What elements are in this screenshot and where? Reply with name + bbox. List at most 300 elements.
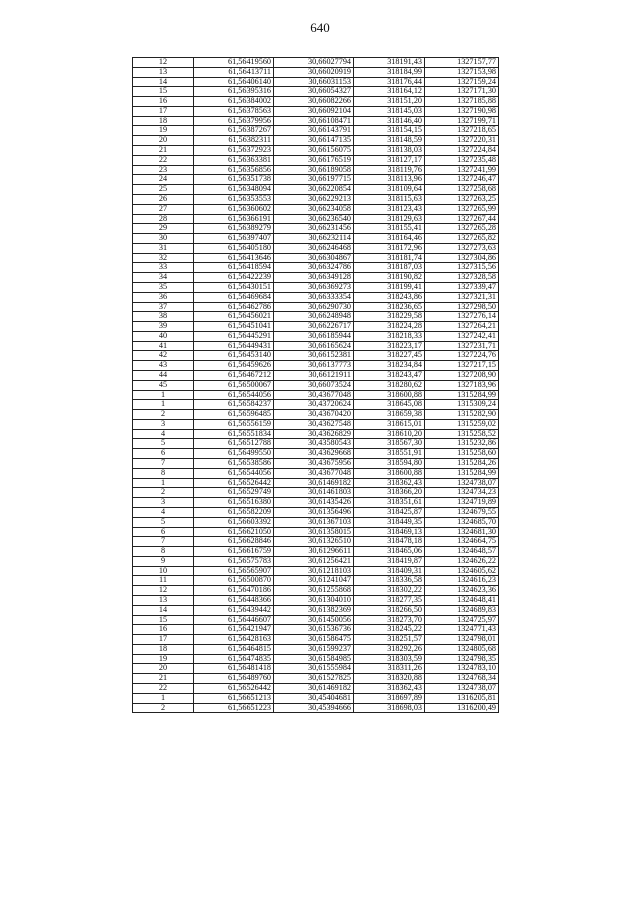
longitude-cell: 30,66246468 xyxy=(274,243,354,253)
longitude-cell: 30,45394666 xyxy=(274,703,354,713)
y-coordinate-cell: 1327242,41 xyxy=(425,331,499,341)
x-coordinate-cell: 318127,17 xyxy=(354,155,425,165)
y-coordinate-cell: 1327315,56 xyxy=(425,263,499,273)
latitude-cell: 61,56538586 xyxy=(194,459,274,469)
point-number-cell: 39 xyxy=(133,322,194,332)
y-coordinate-cell: 1327185,88 xyxy=(425,97,499,107)
point-number-cell: 14 xyxy=(133,77,194,87)
longitude-cell: 30,61536736 xyxy=(274,625,354,635)
table-row xyxy=(133,576,499,586)
y-coordinate-cell: 1327157,77 xyxy=(425,58,499,68)
x-coordinate-cell: 318113,96 xyxy=(354,175,425,185)
y-coordinate-cell: 1324805,68 xyxy=(425,644,499,654)
point-number-cell: 6 xyxy=(133,527,194,537)
table-row xyxy=(133,97,499,107)
point-number-cell: 16 xyxy=(133,97,194,107)
point-number-cell: 22 xyxy=(133,155,194,165)
point-number-cell: 35 xyxy=(133,282,194,292)
y-coordinate-cell: 1324719,89 xyxy=(425,498,499,508)
table-row xyxy=(133,547,499,557)
point-number-cell: 17 xyxy=(133,106,194,116)
longitude-cell: 30,45404681 xyxy=(274,693,354,703)
x-coordinate-cell: 318224,28 xyxy=(354,322,425,332)
latitude-cell: 61,56575783 xyxy=(194,556,274,566)
table-row xyxy=(133,331,499,341)
y-coordinate-cell: 1327217,15 xyxy=(425,361,499,371)
x-coordinate-cell: 318336,58 xyxy=(354,576,425,586)
latitude-cell: 61,56544056 xyxy=(194,468,274,478)
latitude-cell: 61,56422239 xyxy=(194,273,274,283)
y-coordinate-cell: 1324771,43 xyxy=(425,625,499,635)
point-number-cell: 19 xyxy=(133,126,194,136)
table-row xyxy=(133,644,499,654)
point-number-cell: 29 xyxy=(133,224,194,234)
x-coordinate-cell: 318243,86 xyxy=(354,292,425,302)
table-row xyxy=(133,371,499,381)
table-row xyxy=(133,703,499,713)
page-number: 640 xyxy=(310,20,330,35)
point-number-cell: 32 xyxy=(133,253,194,263)
latitude-cell: 61,56353553 xyxy=(194,194,274,204)
latitude-cell: 61,56372923 xyxy=(194,146,274,156)
latitude-cell: 61,56397407 xyxy=(194,234,274,244)
point-number-cell: 31 xyxy=(133,243,194,253)
table-row xyxy=(133,67,499,77)
longitude-cell: 30,61450056 xyxy=(274,615,354,625)
x-coordinate-cell: 318449,35 xyxy=(354,517,425,527)
latitude-cell: 61,56596485 xyxy=(194,410,274,420)
point-number-cell: 13 xyxy=(133,595,194,605)
y-coordinate-cell: 1327263,25 xyxy=(425,194,499,204)
y-coordinate-cell: 1327265,82 xyxy=(425,234,499,244)
latitude-cell: 61,56379956 xyxy=(194,116,274,126)
y-coordinate-cell: 1327183,96 xyxy=(425,380,499,390)
x-coordinate-cell: 318659,38 xyxy=(354,410,425,420)
latitude-cell: 61,56529749 xyxy=(194,488,274,498)
x-coordinate-cell: 318292,26 xyxy=(354,644,425,654)
longitude-cell: 30,43626829 xyxy=(274,429,354,439)
longitude-cell: 30,61435426 xyxy=(274,498,354,508)
x-coordinate-cell: 318277,35 xyxy=(354,595,425,605)
point-number-cell: 18 xyxy=(133,116,194,126)
x-coordinate-cell: 318154,15 xyxy=(354,126,425,136)
longitude-cell: 30,66248948 xyxy=(274,312,354,322)
latitude-cell: 61,56526442 xyxy=(194,478,274,488)
x-coordinate-cell: 318184,99 xyxy=(354,67,425,77)
point-number-cell: 21 xyxy=(133,146,194,156)
table-row xyxy=(133,635,499,645)
point-number-cell: 41 xyxy=(133,341,194,351)
y-coordinate-cell: 1327218,65 xyxy=(425,126,499,136)
x-coordinate-cell: 318280,62 xyxy=(354,380,425,390)
x-coordinate-cell: 318115,63 xyxy=(354,194,425,204)
longitude-cell: 30,66232114 xyxy=(274,234,354,244)
latitude-cell: 61,56500870 xyxy=(194,576,274,586)
table-row xyxy=(133,537,499,547)
longitude-cell: 30,66147135 xyxy=(274,136,354,146)
longitude-cell: 30,43720624 xyxy=(274,400,354,410)
table-row xyxy=(133,146,499,156)
table-row xyxy=(133,449,499,459)
x-coordinate-cell: 318478,18 xyxy=(354,537,425,547)
y-coordinate-cell: 1327265,99 xyxy=(425,204,499,214)
y-coordinate-cell: 1324605,62 xyxy=(425,566,499,576)
longitude-cell: 30,66027794 xyxy=(274,58,354,68)
latitude-cell: 61,56360602 xyxy=(194,204,274,214)
table-row xyxy=(133,595,499,605)
x-coordinate-cell: 318551,91 xyxy=(354,449,425,459)
table-row xyxy=(133,136,499,146)
latitude-cell: 61,56512788 xyxy=(194,439,274,449)
table-row xyxy=(133,419,499,429)
table-row xyxy=(133,58,499,68)
x-coordinate-cell: 318243,47 xyxy=(354,371,425,381)
longitude-cell: 30,66108471 xyxy=(274,116,354,126)
x-coordinate-cell: 318172,96 xyxy=(354,243,425,253)
x-coordinate-cell: 318145,03 xyxy=(354,106,425,116)
table-row xyxy=(133,263,499,273)
latitude-cell: 61,56551834 xyxy=(194,429,274,439)
point-number-cell: 20 xyxy=(133,664,194,674)
x-coordinate-cell: 318303,59 xyxy=(354,654,425,664)
point-number-cell: 4 xyxy=(133,507,194,517)
latitude-cell: 61,56453140 xyxy=(194,351,274,361)
y-coordinate-cell: 1327153,98 xyxy=(425,67,499,77)
longitude-cell: 30,66197715 xyxy=(274,175,354,185)
x-coordinate-cell: 318362,43 xyxy=(354,478,425,488)
x-coordinate-cell: 318615,01 xyxy=(354,419,425,429)
latitude-cell: 61,56384002 xyxy=(194,97,274,107)
latitude-cell: 61,56582209 xyxy=(194,507,274,517)
table-row xyxy=(133,282,499,292)
latitude-cell: 61,56544056 xyxy=(194,390,274,400)
point-number-cell: 27 xyxy=(133,204,194,214)
point-number-cell: 26 xyxy=(133,194,194,204)
y-coordinate-cell: 1324798,35 xyxy=(425,654,499,664)
longitude-cell: 30,43677048 xyxy=(274,468,354,478)
latitude-cell: 61,56616759 xyxy=(194,547,274,557)
latitude-cell: 61,56439442 xyxy=(194,605,274,615)
x-coordinate-cell: 318190,82 xyxy=(354,273,425,283)
x-coordinate-cell: 318409,31 xyxy=(354,566,425,576)
point-number-cell: 7 xyxy=(133,537,194,547)
longitude-cell: 30,66226717 xyxy=(274,322,354,332)
latitude-cell: 61,56428163 xyxy=(194,635,274,645)
point-number-cell: 24 xyxy=(133,175,194,185)
longitude-cell: 30,66231456 xyxy=(274,224,354,234)
y-coordinate-cell: 1316205,81 xyxy=(425,693,499,703)
point-number-cell: 34 xyxy=(133,273,194,283)
point-number-cell: 1 xyxy=(133,693,194,703)
x-coordinate-cell: 318138,03 xyxy=(354,146,425,156)
longitude-cell: 30,66304867 xyxy=(274,253,354,263)
latitude-cell: 61,56413646 xyxy=(194,253,274,263)
y-coordinate-cell: 1327273,63 xyxy=(425,243,499,253)
point-number-cell: 1 xyxy=(133,400,194,410)
point-number-cell: 17 xyxy=(133,635,194,645)
x-coordinate-cell: 318311,26 xyxy=(354,664,425,674)
x-coordinate-cell: 318218,33 xyxy=(354,331,425,341)
y-coordinate-cell: 1324725,97 xyxy=(425,615,499,625)
latitude-cell: 61,56382311 xyxy=(194,136,274,146)
table-row xyxy=(133,312,499,322)
latitude-cell: 61,56565907 xyxy=(194,566,274,576)
point-number-cell: 11 xyxy=(133,576,194,586)
longitude-cell: 30,61461803 xyxy=(274,488,354,498)
latitude-cell: 61,56351738 xyxy=(194,175,274,185)
table-row xyxy=(133,106,499,116)
x-coordinate-cell: 318419,87 xyxy=(354,556,425,566)
latitude-cell: 61,56456021 xyxy=(194,312,274,322)
table-row xyxy=(133,253,499,263)
y-coordinate-cell: 1327231,71 xyxy=(425,341,499,351)
point-number-cell: 8 xyxy=(133,468,194,478)
x-coordinate-cell: 318362,43 xyxy=(354,684,425,694)
latitude-cell: 61,56464815 xyxy=(194,644,274,654)
x-coordinate-cell: 318351,61 xyxy=(354,498,425,508)
table-row xyxy=(133,605,499,615)
table-row xyxy=(133,566,499,576)
latitude-cell: 61,56584237 xyxy=(194,400,274,410)
latitude-cell: 61,56459626 xyxy=(194,361,274,371)
table-row xyxy=(133,439,499,449)
y-coordinate-cell: 1315284,99 xyxy=(425,468,499,478)
coordinates-table-body xyxy=(133,58,499,713)
y-coordinate-cell: 1327199,71 xyxy=(425,116,499,126)
longitude-cell: 30,61469182 xyxy=(274,684,354,694)
point-number-cell: 37 xyxy=(133,302,194,312)
x-coordinate-cell: 318697,89 xyxy=(354,693,425,703)
latitude-cell: 61,56651223 xyxy=(194,703,274,713)
y-coordinate-cell: 1324738,07 xyxy=(425,684,499,694)
y-coordinate-cell: 1315259,02 xyxy=(425,419,499,429)
latitude-cell: 61,56628846 xyxy=(194,537,274,547)
table-row xyxy=(133,615,499,625)
table-row xyxy=(133,410,499,420)
x-coordinate-cell: 318155,41 xyxy=(354,224,425,234)
table-row xyxy=(133,507,499,517)
y-coordinate-cell: 1315258,52 xyxy=(425,429,499,439)
x-coordinate-cell: 318164,46 xyxy=(354,234,425,244)
longitude-cell: 30,66073524 xyxy=(274,380,354,390)
table-row xyxy=(133,155,499,165)
longitude-cell: 30,43627548 xyxy=(274,419,354,429)
table-row xyxy=(133,243,499,253)
y-coordinate-cell: 1327321,31 xyxy=(425,292,499,302)
point-number-cell: 22 xyxy=(133,684,194,694)
longitude-cell: 30,43629668 xyxy=(274,449,354,459)
point-number-cell: 45 xyxy=(133,380,194,390)
table-row xyxy=(133,87,499,97)
latitude-cell: 61,56556159 xyxy=(194,419,274,429)
x-coordinate-cell: 318187,03 xyxy=(354,263,425,273)
y-coordinate-cell: 1315284,26 xyxy=(425,459,499,469)
latitude-cell: 61,56448366 xyxy=(194,595,274,605)
longitude-cell: 30,66189058 xyxy=(274,165,354,175)
x-coordinate-cell: 318594,80 xyxy=(354,459,425,469)
latitude-cell: 61,56356856 xyxy=(194,165,274,175)
longitude-cell: 30,66031153 xyxy=(274,77,354,87)
latitude-cell: 61,56395316 xyxy=(194,87,274,97)
point-number-cell: 7 xyxy=(133,459,194,469)
longitude-cell: 30,61296611 xyxy=(274,547,354,557)
y-coordinate-cell: 1324664,75 xyxy=(425,537,499,547)
point-number-cell: 21 xyxy=(133,674,194,684)
table-row xyxy=(133,351,499,361)
latitude-cell: 61,56389279 xyxy=(194,224,274,234)
latitude-cell: 61,56445291 xyxy=(194,331,274,341)
table-row xyxy=(133,322,499,332)
longitude-cell: 30,43670420 xyxy=(274,410,354,420)
table-row xyxy=(133,116,499,126)
x-coordinate-cell: 318151,20 xyxy=(354,97,425,107)
y-coordinate-cell: 1327241,99 xyxy=(425,165,499,175)
longitude-cell: 30,66092104 xyxy=(274,106,354,116)
x-coordinate-cell: 318223,17 xyxy=(354,341,425,351)
table-row xyxy=(133,684,499,694)
latitude-cell: 61,56378563 xyxy=(194,106,274,116)
table-row xyxy=(133,292,499,302)
y-coordinate-cell: 1324681,30 xyxy=(425,527,499,537)
y-coordinate-cell: 1324616,23 xyxy=(425,576,499,586)
y-coordinate-cell: 1327208,90 xyxy=(425,371,499,381)
x-coordinate-cell: 318191,43 xyxy=(354,58,425,68)
latitude-cell: 61,56500067 xyxy=(194,380,274,390)
longitude-cell: 30,61527825 xyxy=(274,674,354,684)
latitude-cell: 61,56526442 xyxy=(194,684,274,694)
y-coordinate-cell: 1327258,68 xyxy=(425,185,499,195)
y-coordinate-cell: 1327339,47 xyxy=(425,282,499,292)
longitude-cell: 30,66234058 xyxy=(274,204,354,214)
table-row xyxy=(133,664,499,674)
point-number-cell: 28 xyxy=(133,214,194,224)
y-coordinate-cell: 1324783,10 xyxy=(425,664,499,674)
latitude-cell: 61,56363381 xyxy=(194,155,274,165)
table-row xyxy=(133,234,499,244)
longitude-cell: 30,43580543 xyxy=(274,439,354,449)
point-number-cell: 40 xyxy=(133,331,194,341)
x-coordinate-cell: 318129,63 xyxy=(354,214,425,224)
point-number-cell: 1 xyxy=(133,390,194,400)
y-coordinate-cell: 1327190,98 xyxy=(425,106,499,116)
y-coordinate-cell: 1324648,57 xyxy=(425,547,499,557)
y-coordinate-cell: 1324734,23 xyxy=(425,488,499,498)
y-coordinate-cell: 1327264,21 xyxy=(425,322,499,332)
longitude-cell: 30,61255868 xyxy=(274,586,354,596)
table-row xyxy=(133,459,499,469)
x-coordinate-cell: 318425,87 xyxy=(354,507,425,517)
longitude-cell: 30,66369273 xyxy=(274,282,354,292)
table-row xyxy=(133,429,499,439)
longitude-cell: 30,66152381 xyxy=(274,351,354,361)
table-row xyxy=(133,625,499,635)
y-coordinate-cell: 1327246,47 xyxy=(425,175,499,185)
longitude-cell: 30,61599237 xyxy=(274,644,354,654)
x-coordinate-cell: 318109,64 xyxy=(354,185,425,195)
longitude-cell: 30,61358015 xyxy=(274,527,354,537)
y-coordinate-cell: 1324798,01 xyxy=(425,635,499,645)
y-coordinate-cell: 1324623,36 xyxy=(425,586,499,596)
longitude-cell: 30,61586475 xyxy=(274,635,354,645)
y-coordinate-cell: 1315232,86 xyxy=(425,439,499,449)
longitude-cell: 30,66236540 xyxy=(274,214,354,224)
table-row xyxy=(133,165,499,175)
latitude-cell: 61,56387267 xyxy=(194,126,274,136)
table-row xyxy=(133,273,499,283)
point-number-cell: 30 xyxy=(133,234,194,244)
table-row xyxy=(133,380,499,390)
x-coordinate-cell: 318234,84 xyxy=(354,361,425,371)
table-row xyxy=(133,674,499,684)
x-coordinate-cell: 318600,88 xyxy=(354,468,425,478)
latitude-cell: 61,56470186 xyxy=(194,586,274,596)
point-number-cell: 20 xyxy=(133,136,194,146)
latitude-cell: 61,56348094 xyxy=(194,185,274,195)
table-row xyxy=(133,77,499,87)
table-row xyxy=(133,400,499,410)
x-coordinate-cell: 318123,43 xyxy=(354,204,425,214)
table-row xyxy=(133,654,499,664)
x-coordinate-cell: 318266,50 xyxy=(354,605,425,615)
point-number-cell: 4 xyxy=(133,429,194,439)
latitude-cell: 61,56469684 xyxy=(194,292,274,302)
latitude-cell: 61,56451041 xyxy=(194,322,274,332)
latitude-cell: 61,56419560 xyxy=(194,58,274,68)
point-number-cell: 3 xyxy=(133,498,194,508)
longitude-cell: 30,66156075 xyxy=(274,146,354,156)
table-row xyxy=(133,556,499,566)
x-coordinate-cell: 318320,88 xyxy=(354,674,425,684)
point-number-cell: 12 xyxy=(133,586,194,596)
latitude-cell: 61,56499550 xyxy=(194,449,274,459)
x-coordinate-cell: 318199,41 xyxy=(354,282,425,292)
point-number-cell: 15 xyxy=(133,615,194,625)
point-number-cell: 16 xyxy=(133,625,194,635)
x-coordinate-cell: 318273,70 xyxy=(354,615,425,625)
x-coordinate-cell: 318465,06 xyxy=(354,547,425,557)
longitude-cell: 30,66333354 xyxy=(274,292,354,302)
y-coordinate-cell: 1327224,84 xyxy=(425,146,499,156)
x-coordinate-cell: 318469,13 xyxy=(354,527,425,537)
point-number-cell: 12 xyxy=(133,58,194,68)
point-number-cell: 9 xyxy=(133,556,194,566)
x-coordinate-cell: 318302,22 xyxy=(354,586,425,596)
latitude-cell: 61,56366191 xyxy=(194,214,274,224)
table-row xyxy=(133,204,499,214)
latitude-cell: 61,56449431 xyxy=(194,341,274,351)
latitude-cell: 61,56462786 xyxy=(194,302,274,312)
table-row xyxy=(133,224,499,234)
y-coordinate-cell: 1327235,48 xyxy=(425,155,499,165)
point-number-cell: 1 xyxy=(133,478,194,488)
longitude-cell: 30,66054327 xyxy=(274,87,354,97)
y-coordinate-cell: 1315309,24 xyxy=(425,400,499,410)
point-number-cell: 13 xyxy=(133,67,194,77)
point-number-cell: 2 xyxy=(133,703,194,713)
table-row xyxy=(133,126,499,136)
y-coordinate-cell: 1327276,14 xyxy=(425,312,499,322)
longitude-cell: 30,61241047 xyxy=(274,576,354,586)
latitude-cell: 61,56467212 xyxy=(194,371,274,381)
table-row xyxy=(133,527,499,537)
longitude-cell: 30,66165624 xyxy=(274,341,354,351)
point-number-cell: 5 xyxy=(133,517,194,527)
point-number-cell: 2 xyxy=(133,488,194,498)
x-coordinate-cell: 318600,88 xyxy=(354,390,425,400)
y-coordinate-cell: 1315258,60 xyxy=(425,449,499,459)
point-number-cell: 19 xyxy=(133,654,194,664)
table-row xyxy=(133,488,499,498)
